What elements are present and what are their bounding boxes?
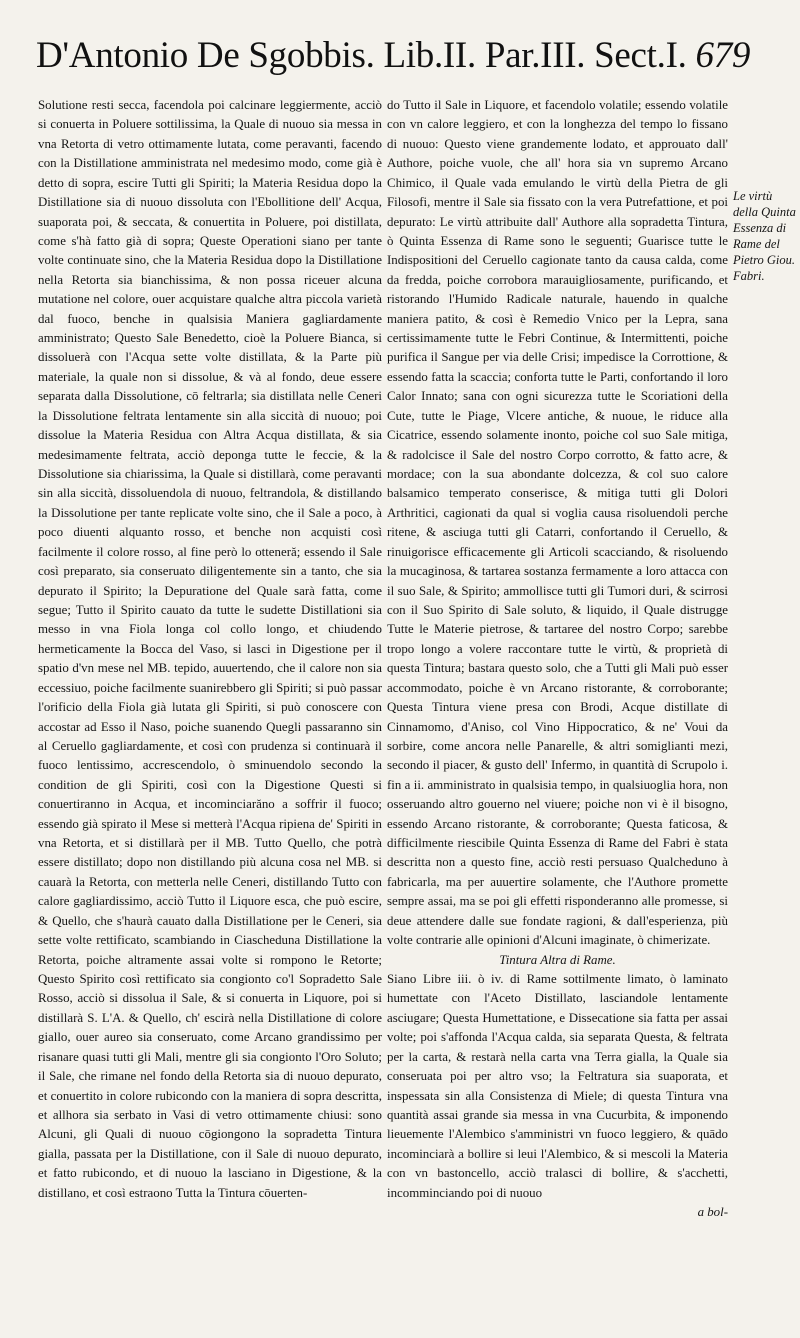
left-column-paragraph: Solutione resti secca, facendola poi calcinare leggiermente, acciò si conuerta in Poluere sottilissima, la Quale di nuouo sia messa in vna Retorta di vetro ottimamente lutata, come peravanti, facendo con la Distillatione amministrata nel medesimo modo, come già è detto di sopra, escire Tutti gli Spiriti; la Materia Residua dopo la Distillatione sia di nuouo dissoluta con l'Ebollitione dell' Acqua, suaporata poi, & seccata, & conuertita in Poluere, poi distillata, come s'hà fatto già di sopra; Queste Operationi siano per tante volte continuate sino, che la Materia Residua dopo la Distillatione nella Retorta sia bianchissima, & non possa riceuer alcuna mutatione nel colore, ouer acquistare qualche altra piccola varietà dal fuoco, benche in qualsisia Maniera gagliardamente amministrato; Questo Sale Benedetto, cioè la Poluere Bianca, si dissoluerà con l'Acqua sette volte distillata, & la Parte più materiale, la quale non si dissolue, & và al fondo, deue essere separata dalla Dissolutione, cō feltrarla; sia distillata nelle Ceneri la Dissolutione feltrata lentamente sin alla siccità di nuouo; poi dissolue la Materia Residua con Altra Acqua distillata, & sia medesimamente feltrata, acciò deponga tutte le feccie, & la Dissolutione sia chiarissima, la Quale si distillarà, come peravanti sin alla siccità, dissoluendola di nuouo, feltrandola, & distillando la Dissolutione per tante replicate volte sino, che il Sale a poco, à poco diuenti alquanto rosso, et benche non acquisti così facilmente il colore rosso, al fine però lo otteneră; essendo il Sale così preparato, sia conseruato diligentemente sin a tanto, che sia depurato il Spirito; la Depuratione del Quale sarà fatta, come segue; Tutto il Spirito cauato da tutte le sudette Distillationi sia messo in vna Fiola longa col collo longo, et chiudendo hermeticamente la Bocca del Vaso, si lasci in Digestione per il spatio d'vn mese nel MB. tepido, auuertendo, che il calore non sia eccessiuo, poiche facilmente suanirebbero gli Spiriti; si può passar l'orificio della Fiola già lutata gli Spiriti, si può conoscere con accostar ad Esso il Naso, poiche suanendo Quegli passaranno sin al Ceruello gagliardamente, et così con prudenza si continuarà il fuoco lentissimo, accrescendolo, ò sminuendolo secondo la condition de gli Spiriti, così con la Digestione Questi si conuertiranno in Acqua, et incominciarăno a soffrir il fuoco; essendo già spirato il Mese si metterà l'Acqua ripiena de' Spiriti in vna Retorta, et si distillarà per il MB. Tutto Quello, che potrà essere distillato; dopo non distillando più alcuna cosa nel MB. si cauarà la Retorta, con metterla nelle Ceneri, distillando Tutto con calore gagliardissimo, acciò Tutto il Liquore esca, che può escire, & Quello, che s'haurà cauato dalla Distillatione per le Ceneri, sia sette volte rettificato, scambiando in Ciascheduna Distillatione la Retorta, poiche altramente assai volte si rompono le Retorte; Questo Spirito così rettificato sia congionto co'l Sopradetto Sale Rosso, acciò si dissolua il Sale, & si conuerta in Liquore, poi si distillarà S. L'A. & Quello, ch' escirà nella Distillatione di colore giallo, ouer aureo sia conseruato, come Arcano grandissimo per risanare quasi tutti gli Mali, mentre gli sia congionto l'Oro Soluto; il Sale, che rimane nel fondo della Retorta sia di nuouo depurato, et conuertito in colore rubicondo con la maniera di sopra descritta, et allhora sia serbato in Vasi di vetro ottimamente chiusi: sono Alcuni, gli Quali di nuouo cōgiongono la sopradetta Tintura gialla, passata per la Distillatione, con il Sale di nuouo depurato, et fatto rubicondo, et di nuouo la lasciano in Digestione, & la distillano, et così estraono Tutta la Tintura cōuerten- (38, 98, 382, 1200)
left-column (38, 96, 382, 1331)
catchword: a bol- (697, 1205, 728, 1220)
page-number: 679 (695, 35, 751, 76)
running-head (36, 34, 751, 78)
right-column-paragraph: do Tutto il Sale in Liquore, et facendolo volatile; essendo volatile con vn calore leggiero, et con la longhezza del tempo lo fissano di nuouo: Questo viene grandemente lodato, et approuato dall' Authore, poiche vuole, che all' hora sia vn supremo Arcano Chimico, il Quale vada emulando le virtù della Pietra de gli Filosofi, mentre il Sale sia fissato con la vera Putrefattione, et poi depurato: Le virtù attribuite dall' Authore alla sopradetta Tintura, ò Quinta Essenza di Rame sono le seguenti; Guarisce tutte le Indispositioni del Ceruello cagionate tanto da causa calda, come da fredda, poiche corrobora marauigliosamente, purificando, et ristorando l'Humido Radicale naturale, hauendo in qualche maniera patito, & così è Remedio Vnico per la Lepra, sana certissimamente tutte le Febri Continue, & Intermittenti, poiche purifica il Sangue per via delle Crisi; impedisce la Corrottione, & essendo fatta la scaccia; conforta tutte le Parti, confortando il loro Calor Innato; sana con ogni sicurezza tutte le Scoriationi della Cute, tutte le Piage, Vlcere antiche, & nuoue, le riduce alla Cicatrice, essendo solamente inonto, poiche col suo Sale mitiga, & radolcisce il Sale del nostro Corpo corrotto, & fatto acre, & mordace; con la sua abondante dolcezza, & col suo calore balsamico temperato conserisce, & mitiga tutti gli Dolori Arthritici, cagionati da qual si voglia causa risoluendoli perche ritene, & asciuga tutti gli Catarri, confortando il Ceruello, & rinuigorisce efficacemente gli Articoli scacciando, & risoluendo la mucaginosa, & tartarea sostanza fermamente a loro attacca con il suo Sale, & Spirito; ammollisce tutti gli Tumori duri, & scirrosi con il Suo Spirito di Sale soluto, & liquido, il Quale distrugge Tutte le Materie pietrose, & tartaree del nostro Corpo; sarebbe tropo longo a volere raccontare tutte le virtù, & proprietà di questa Tintura; bastara questo solo, che a Tutti gli Mali può esser accommodato, poiche è vn Arcano ristorante, & corroborante; Questa Tintura viene presa con Brodi, Acque distillate di Cinnamomo, d'Aniso, col Vino Hippocratico, & ne' Voui da sorbire, come ancora nelle Panarelle, & altri somiglianti mezi, secondo il piacer, & gusto dell' Infermo, in quantità di Scrupolo i. fin a ii. amministrato in qualsisia tempo, in qualsiuoglia hora, non osseruando altro gouerno nel viuere; poiche non vi è il bisogno, essendo Arcano ristorante, & corroborante; Questa faticosa, & difficilmente riescibile Quinta Essenza di Rame del Fabri è stata descritta non a questo fine, acciò resti persuaso Qualcheduno à fabricarla, ma per auuertire solamente, che l'Authore promette sempre assai, ma se poi gli effetti risponderanno alle promesse, si deue attendere dalle sue fondate ragioni, & dall'esperienza, più volte contrarie alle opinioni d'Alcuni imaginate, ò chimerizate. (387, 98, 728, 948)
right-column (387, 96, 728, 1331)
marginal-note: Le virtù della Quinta Essenza di Rame del Pietro Giou. Fabri. (733, 189, 796, 283)
right-column-paragraph-after: Siano Libre iii. ò iv. di Rame sottilmente limato, ò laminato humettate con l'Aceto Distillato, lasciandole lentamente asciugare; Questa Humettatione, e Dissecatione sia fatta per assai volte; poi s'affonda l'Acqua calda, sia separata Questa, & feltrata per la carta, & restarà nella carta vna Terra gialla, la Quale sia conseruata poi per altro vso; la Feltratura sia suaporata, et inspessata sin alla Consistenza di Miele; di questa Tintura vna quantità assai grande sia messa in vna Cucurbita, & imponendo lieuemente l'Alembico s'amministri vn fuoco leggiero, & quādo incominciarà a bollire si leui l'Alembico, & si mescoli la Materia con vn bastoncello, acciò tralasci di bollire, & s'acchetti, incomminciando poi di nuouo (387, 971, 728, 1200)
running-head-title: D'Antonio De Sgobbis. Lib.II. Par.III. Sect.I. (36, 35, 687, 76)
section-subheading: Tintura Altra di Rame. (499, 952, 616, 967)
